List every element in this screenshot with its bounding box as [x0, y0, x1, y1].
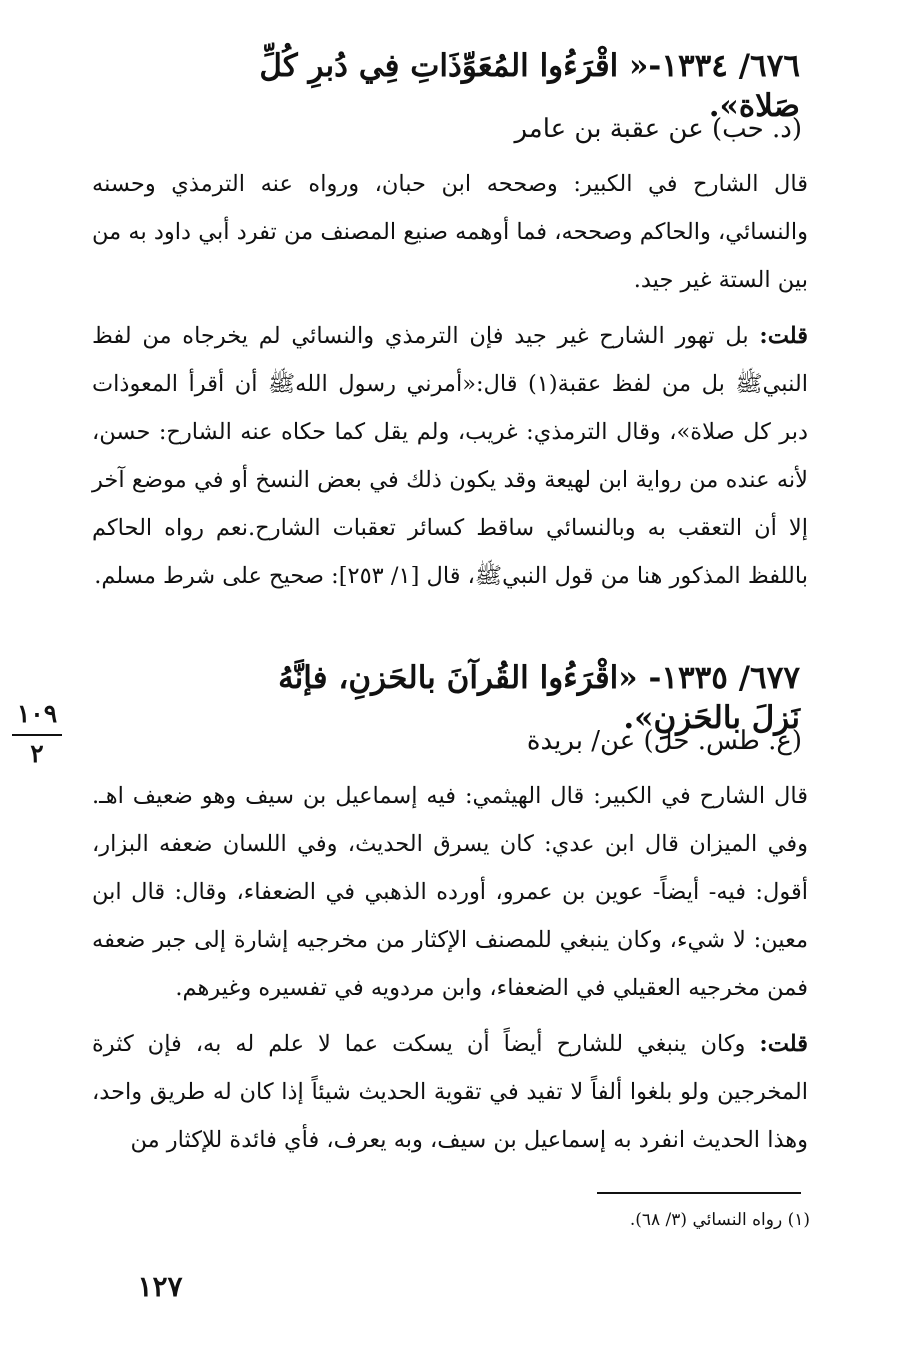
margin-part-ref: ٢ — [30, 739, 44, 768]
hadith-676-title: ٦٧٦/ ١٣٣٤-« اقْرَءُوا المُعَوِّذَاتِ فِي دُبرِ كُلِّ صَلاة». — [259, 48, 800, 124]
footnote-divider — [597, 1192, 801, 1194]
hadith-676-response — [92, 312, 808, 600]
hadith-677-title: ٦٧٧/ ١٣٣٥- «اقْرَءُوا القُرآنَ بالحَزنِ، فإنَّهُ نَزلَ بالحَزنِ». — [278, 660, 800, 736]
hadith-677-source: (ع. طس. حل) عن/ بريدة — [526, 726, 802, 756]
hadith-676-commentary: قال الشارح في الكبير: وصححه ابن حبان، ورواه عنه الترمذي وحسنه والنسائي، والحاكم وصححه، فما أوهمه صنيع المصنف من تفرد أبي داود به من بين الستة غير جيد. — [92, 171, 808, 293]
margin-ref-divider — [12, 734, 62, 736]
page-number: ١٢٧ — [137, 1270, 183, 1303]
hadith-676-source: (د. حب) عن عقبة بن عامر — [514, 114, 802, 144]
qultu-label: قلت: — [759, 323, 808, 349]
qultu-label: قلت: — [759, 1031, 808, 1057]
hadith-676-response-text: بل تهور الشارح غير جيد فإن الترمذي والنسائي لم يخرجاه من لفظ النبيﷺ بل من لفظ عقبة(١) قال:«أمرني رسول اللهﷺ أن أقرأ المعوذات دبر كل صلاة»، وقال الترمذي: غريب، ولم يقل كما حكاه عنه الشارح: حسن، لأنه عنده من رواية ابن لهيعة وقد يكون ذلك في بعض النسخ أو في موضع آخر إلا أن التعقب به وبالنسائي ساقط كسائر تعقبات الشارح.نعم رواه الحاكم باللفظ المذكور هنا من قول النبيﷺ، قال [١/ ٢٥٣]: صحيح على شرط مسلم. — [92, 323, 808, 589]
hadith-677-response-text: وكان ينبغي للشارح أيضاً أن يسكت عما لا علم له به، فإن كثرة المخرجين ولو بلغوا ألفاً لا تفيد في تقوية الحديث شيئاً إذا كان له طريق واحد، وهذا الحديث انفرد به إسماعيل بن سيف، وبه يعرف، فأي فائدة للإكثار من — [92, 1031, 808, 1153]
footnote: (١) رواه النسائي (٣/ ٦٨). — [629, 1210, 810, 1230]
margin-volume-ref: ١٠٩ — [16, 699, 58, 728]
hadith-677-response — [92, 1020, 808, 1164]
hadith-677-commentary: قال الشارح في الكبير: قال الهيثمي: فيه إسماعيل بن سيف وهو ضعيف اهـ. وفي الميزان قال ابن عدي: كان يسرق الحديث، وفي اللسان ضعفه البزار، أقول: فيه- أيضاً- عوين بن عمرو، أورده الذهبي في الضعفاء، وقال: قال ابن معين: لا شيء، وكان ينبغي للمصنف الإكثار من مخرجيه إشارة إلى جبر ضعفه فمن مخرجيه العقيلي في الضعفاء، وابن مردويه في تفسيره وغيرهم. — [92, 783, 808, 1001]
